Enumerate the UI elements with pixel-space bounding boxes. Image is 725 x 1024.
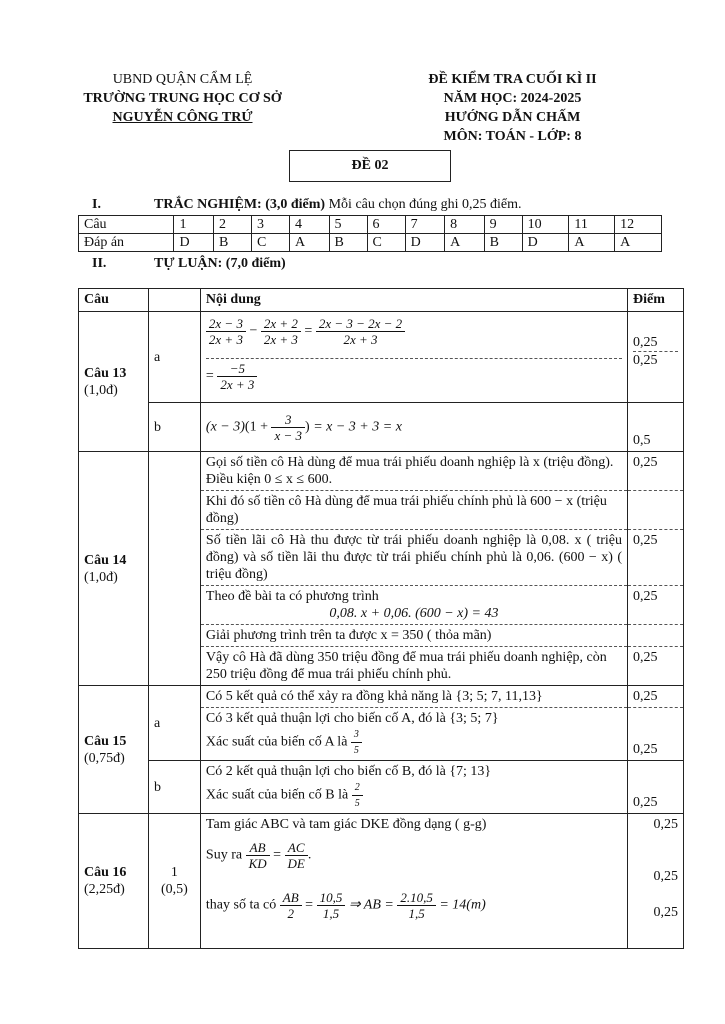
answer-key-cell: A — [445, 234, 485, 252]
table-header — [79, 289, 684, 312]
q16-part-1: 1 (0,5) — [148, 814, 200, 949]
table-row — [79, 452, 684, 491]
answer-question-number: 3 — [251, 216, 289, 234]
answer-question-number: 5 — [329, 216, 367, 234]
q15-step-1: Có 5 kết quả có thể xảy ra đồng khả năng là {3; 5; 7, 11,13} — [200, 686, 627, 708]
q13-a-content: $\frac{2x - 3}{2x + 3}$ − $\frac{2x + 2}{2x + 3}$ = $\frac{2x - 3 - 2x - 2}{2x + 3}$ = $\frac{-5}{2x + 3}$ — [200, 312, 627, 403]
q15-part-a: a — [148, 686, 200, 761]
q14-step-3: Số tiền lãi cô Hà thu được từ trái phiếu doanh nghiệp là 0,08. x ( triệu đồng) và số tiền lãi thu được từ trái phiếu chính phủ là 0,06. (600 − x) ( triệu đồng) — [200, 530, 627, 586]
col-cau: Câu — [79, 289, 149, 312]
school-header — [55, 70, 310, 127]
q15-score-1: 0,25 — [628, 686, 684, 708]
answer-question-row — [79, 216, 662, 234]
exam-header — [375, 70, 650, 146]
answer-key-cell: B — [484, 234, 522, 252]
answer-key-cell: A — [615, 234, 662, 252]
answer-key-cell: A — [290, 234, 330, 252]
school-year: NĂM HỌC: 2024-2025 — [443, 91, 582, 106]
answer-question-number: 7 — [405, 216, 445, 234]
q14-label: Câu 14 (1,0đ) — [79, 452, 149, 686]
col-diem: Điểm — [628, 289, 684, 312]
q14-score-4: 0,25 — [628, 586, 684, 625]
q16-scores: 0,25 0,25 0,25 — [628, 814, 684, 949]
q15-part-b: b — [148, 761, 200, 814]
answer-question-number: 11 — [569, 216, 615, 234]
table-row — [79, 814, 684, 949]
q14-score-1: 0,25 — [628, 452, 684, 491]
answer-question-number: 4 — [290, 216, 330, 234]
school-name: NGUYỄN CÔNG TRỨ — [112, 110, 253, 125]
exam-code: ĐỀ 02 — [289, 150, 451, 182]
col-noi-dung: Nội dung — [200, 289, 627, 312]
q14-step-6: Vậy cô Hà đã dùng 350 triệu đồng để mua trái phiếu doanh nghiệp, còn 250 triệu đồng để mua trái phiếu chính phủ. — [200, 647, 627, 686]
answer-key-cell: C — [367, 234, 405, 252]
q13-b-score: 0,5 — [628, 403, 684, 452]
exam-title: ĐỀ KIỂM TRA CUỐI KÌ II — [428, 72, 597, 87]
q13-b-content: (x − 3)(1 + $\frac{3}{x - 3}$ ) = x − 3 + 3 = x — [200, 403, 627, 452]
answer-key-cell: B — [329, 234, 367, 252]
q14-step-1: Gọi số tiền cô Hà dùng để mua trái phiếu doanh nghiệp là x (triệu đồng). Điều kiện 0 ≤ x ≤ 600. — [200, 452, 627, 491]
q13-label: Câu 13 (1,0đ) — [79, 312, 149, 452]
table-row — [79, 761, 684, 814]
table-row — [79, 686, 684, 708]
answer-row-label: Câu — [79, 216, 174, 234]
q15-score-2: 0,25 — [628, 708, 684, 761]
grading-table — [78, 288, 684, 949]
answer-key-row — [79, 234, 662, 252]
district-name: UBND QUẬN CẨM LỆ — [112, 72, 253, 87]
table-row — [79, 312, 684, 403]
answer-key-cell: D — [522, 234, 569, 252]
answer-key-cell: A — [569, 234, 615, 252]
q16-label: Câu 16 (2,25đ) — [79, 814, 149, 949]
answer-key-cell: C — [251, 234, 289, 252]
subject: MÔN: TOÁN - LỚP: 8 — [443, 129, 582, 144]
q14-score-6: 0,25 — [628, 647, 684, 686]
answer-question-number: 6 — [367, 216, 405, 234]
answer-question-number: 12 — [615, 216, 662, 234]
answer-key-table — [78, 215, 662, 252]
q16-content: Tam giác ABC và tam giác DKE đồng dạng ( g-g) Suy ra $\frac{AB}{KD}$ = $\frac{AC}{DE}$ . thay số ta có $\frac{AB}{2}$ = $\frac{10,5}{1,5}$ ⇒ AB = $\frac{2.10,5}{1,5}$ = 14(m) — [200, 814, 627, 949]
section-1-heading: I. TRẮC NGHIỆM: (3,0 điểm) Mỗi câu chọn đúng ghi 0,25 điểm. — [92, 197, 522, 212]
section-2-heading: II. TỰ LUẬN: (7,0 điểm) — [92, 256, 286, 271]
answer-question-number: 1 — [174, 216, 214, 234]
answer-question-number: 2 — [213, 216, 251, 234]
q15-label: Câu 15 (0,75đ) — [79, 686, 149, 814]
q15-step-2: Có 3 kết quả thuận lợi cho biến cố A, đó là {3; 5; 7} Xác suất của biến cố A là $\frac{3}{5}$ — [200, 708, 627, 761]
q14-step-4: Theo đề bài ta có phương trình 0,08. x + 0,06. (600 − x) = 43 — [200, 586, 627, 625]
answer-question-number: 10 — [522, 216, 569, 234]
q13-a-score: 0,25 0,25 — [628, 312, 684, 403]
table-row — [79, 403, 684, 452]
answer-row-label: Đáp án — [79, 234, 174, 252]
answer-question-number: 8 — [445, 216, 485, 234]
q14-step-5: Giải phương trình trên ta được x = 350 ( thỏa mãn) — [200, 625, 627, 647]
q15-score-3: 0,25 — [628, 761, 684, 814]
q14-step-2: Khi đó số tiền cô Hà dùng để mua trái phiếu chính phủ là 600 − x (triệu đồng) — [200, 491, 627, 530]
school-type: TRƯỜNG TRUNG HỌC CƠ SỞ — [83, 91, 282, 106]
doc-type: HƯỚNG DẪN CHẤM — [444, 110, 581, 125]
answer-key-cell: D — [174, 234, 214, 252]
answer-key-cell: D — [405, 234, 445, 252]
answer-question-number: 9 — [484, 216, 522, 234]
answer-key-cell: B — [213, 234, 251, 252]
q13-part-a: a — [148, 312, 200, 403]
q13-part-b: b — [148, 403, 200, 452]
q14-score-3: 0,25 — [628, 530, 684, 586]
q15-step-3: Có 2 kết quả thuận lợi cho biến cố B, đó là {7; 13} Xác suất của biến cố B là $\frac{2}{5}$ — [200, 761, 627, 814]
